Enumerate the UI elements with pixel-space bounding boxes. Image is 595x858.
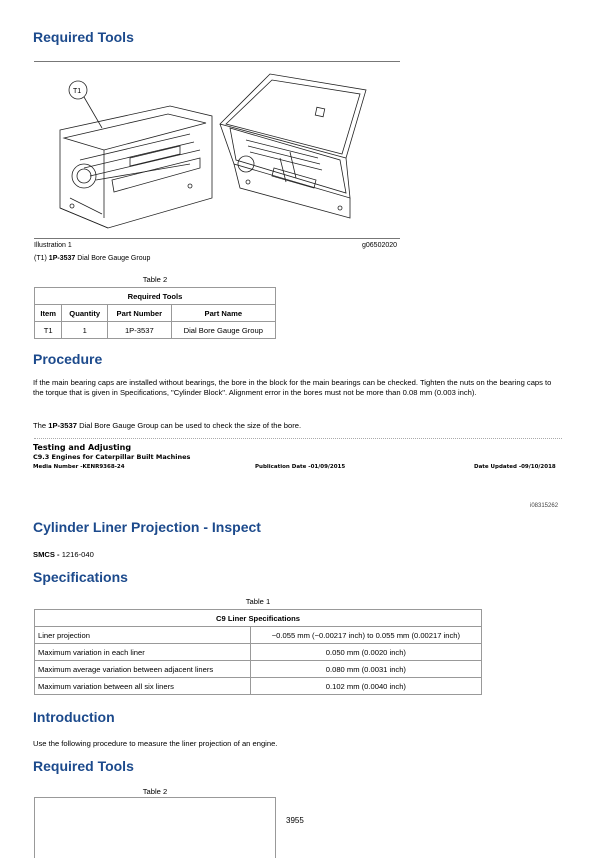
tools-table-caption: Table 2: [142, 275, 168, 284]
spec-name: Maximum variation in each liner: [35, 644, 251, 661]
illustration-bottom-rule: [34, 238, 400, 239]
introduction-heading: Introduction: [33, 709, 115, 725]
specs-table-title: C9 Liner Specifications: [35, 610, 482, 627]
open-case-drawing: [60, 81, 212, 228]
procedure-paragraph-1: If the main bearing caps are installed without bearings, the bore in the block for the main bearings can be checked. Tighten the nuts on the bearing caps to the torque that is given in Specifications, "Cylinder Block". Alignment error in the bores must not be more than 0.08 mm (0.003 inch).: [33, 378, 552, 397]
para2-part-number: 1P-3537: [48, 421, 77, 430]
spec-value: 0.102 mm (0.0040 inch): [250, 678, 481, 695]
para2-prefix: The: [33, 421, 47, 430]
table-row: [35, 661, 482, 678]
cell-quantity: 1: [62, 322, 108, 339]
spec-name: Maximum variation between all six liners: [35, 678, 251, 695]
tools-table-2-caption: Table 2: [142, 787, 168, 796]
smcs-line: [33, 550, 563, 560]
caption-prefix: (T1): [34, 255, 47, 262]
liner-specifications-table: [34, 609, 482, 695]
cell-part-number: 1P-3537: [108, 322, 172, 339]
document-id: i08315262: [530, 503, 559, 509]
media-number: Media Number -KENR9368-24: [33, 464, 125, 470]
procedure-paragraph-2: [33, 421, 563, 431]
illustration-top-rule: [34, 61, 400, 62]
col-header-item: Item: [35, 305, 62, 322]
section-divider: [34, 438, 562, 439]
smcs-code: 1216-040: [61, 550, 94, 559]
caption-text: Dial Bore Gauge Group: [77, 255, 151, 262]
engine-title: C9.3 Engines for Caterpillar Built Machines: [33, 453, 191, 461]
introduction-text: Use the following procedure to measure the liner projection of an engine.: [33, 739, 278, 748]
illustration-code: g06502020: [362, 242, 398, 249]
smcs-label: SMCS -: [33, 550, 60, 559]
spec-value: 0.050 mm (0.0020 inch): [250, 644, 481, 661]
procedure-heading: Procedure: [33, 351, 103, 367]
spec-name: Maximum average variation between adjacent liners: [35, 661, 251, 678]
page-number: 3955: [286, 816, 304, 825]
article-title: Cylinder Liner Projection - Inspect: [33, 519, 261, 535]
manual-title: Testing and Adjusting: [33, 443, 132, 452]
closed-lid-case-drawing: [220, 74, 366, 218]
spec-value: 0.080 mm (0.0031 inch): [250, 661, 481, 678]
required-tools-heading: Required Tools: [33, 29, 134, 45]
date-updated: Date Updated -09/10/2018: [474, 464, 556, 470]
col-header-part-number: Part Number: [108, 305, 172, 322]
specifications-heading: Specifications: [33, 569, 128, 585]
spec-value: −0.055 mm (−0.00217 inch) to 0.055 mm (0.00217 inch): [250, 627, 481, 644]
table-row: [35, 678, 482, 695]
caption-part-number: 1P-3537: [48, 255, 76, 262]
specs-table-caption: Table 1: [245, 597, 271, 606]
para2-suffix: Dial Bore Gauge Group can be used to check the size of the bore.: [79, 421, 302, 430]
required-tools-heading-2: Required Tools: [33, 758, 134, 774]
table-row: [35, 322, 276, 339]
illustration-label: Illustration 1: [34, 242, 72, 249]
dial-bore-gauge-illustration: [50, 68, 380, 238]
cell-part-name: Dial Bore Gauge Group: [171, 322, 275, 339]
illustration-caption: [34, 255, 150, 262]
tools-table-title: Required Tools: [35, 288, 276, 305]
table-row: [35, 644, 482, 661]
cell-item: T1: [35, 322, 62, 339]
callout-label: T1: [73, 88, 82, 95]
spec-name: Liner projection: [35, 627, 251, 644]
required-tools-table: [34, 287, 276, 339]
required-tools-table-2: [34, 797, 276, 858]
table-row: [35, 627, 482, 644]
col-header-quantity: Quantity: [62, 305, 108, 322]
col-header-part-name: Part Name: [171, 305, 275, 322]
publication-date: Publication Date -01/09/2015: [255, 464, 346, 470]
